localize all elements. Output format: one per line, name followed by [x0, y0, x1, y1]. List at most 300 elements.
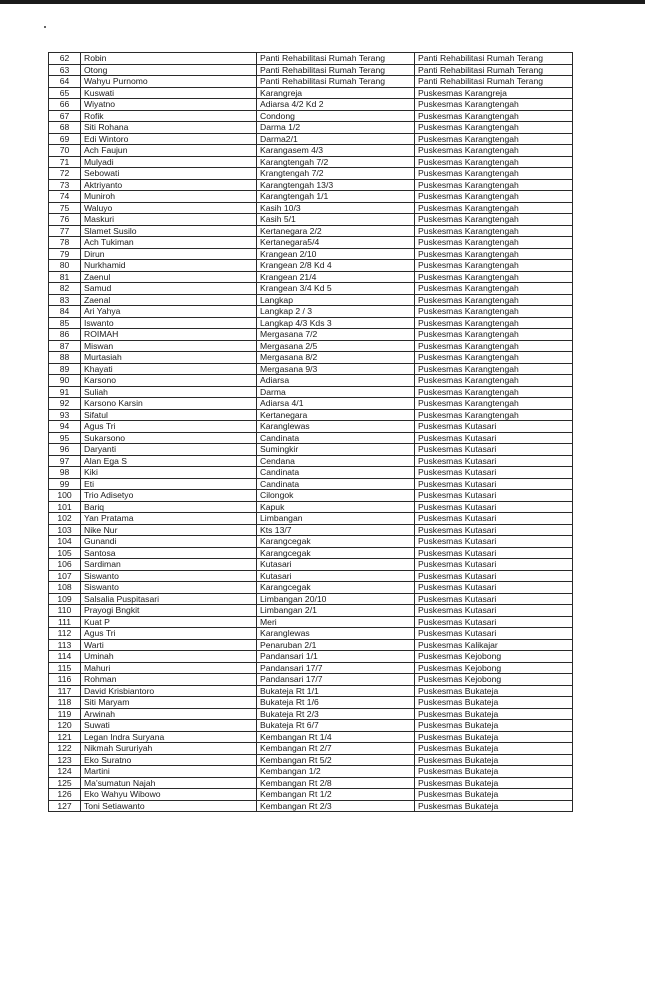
row-address: Karangcegak: [257, 582, 415, 594]
table-row: [49, 616, 573, 628]
table-row: [49, 777, 573, 789]
row-address: Adiarsa 4/1: [257, 398, 415, 410]
row-facility: Panti Rehabilitasi Rumah Terang: [415, 76, 573, 88]
table-row: [49, 202, 573, 214]
row-address: Limbangan 2/1: [257, 605, 415, 617]
row-name: Alan Ega S: [81, 455, 257, 467]
row-facility: Puskesmas Karangtengah: [415, 340, 573, 352]
table-row: [49, 789, 573, 801]
row-number: 111: [49, 616, 81, 628]
row-name: Ach Faujun: [81, 145, 257, 157]
table-row: [49, 283, 573, 295]
row-name: Warti: [81, 639, 257, 651]
row-facility: Puskesmas Kutasari: [415, 536, 573, 548]
table-row: [49, 662, 573, 674]
row-number: 66: [49, 99, 81, 111]
row-address: Karangcegak: [257, 547, 415, 559]
row-facility: Panti Rehabilitasi Rumah Terang: [415, 53, 573, 65]
table-row: [49, 501, 573, 513]
row-name: Sifatul: [81, 409, 257, 421]
row-name: Salsalia Puspitasari: [81, 593, 257, 605]
row-address: Mergasana 9/3: [257, 363, 415, 375]
row-number: 104: [49, 536, 81, 548]
row-address: Kembangan 1/2: [257, 766, 415, 778]
row-address: Karanglewas: [257, 421, 415, 433]
row-name: Eti: [81, 478, 257, 490]
row-facility: Puskesmas Kejobong: [415, 662, 573, 674]
row-facility: Puskesmas Karangtengah: [415, 122, 573, 134]
table-row: [49, 547, 573, 559]
row-name: Sardiman: [81, 559, 257, 571]
row-number: 87: [49, 340, 81, 352]
row-number: 84: [49, 306, 81, 318]
table-row: [49, 352, 573, 364]
row-address: Bukateja Rt 2/3: [257, 708, 415, 720]
row-facility: Puskesmas Karangtengah: [415, 145, 573, 157]
table-row: [49, 225, 573, 237]
row-name: Aktriyanto: [81, 179, 257, 191]
row-facility: Puskesmas Karangtengah: [415, 306, 573, 318]
row-name: Wahyu Purnomo: [81, 76, 257, 88]
row-address: Pandansari 17/7: [257, 662, 415, 674]
row-address: Candinata: [257, 467, 415, 479]
row-facility: Puskesmas Karangtengah: [415, 133, 573, 145]
row-address: Kasih 5/1: [257, 214, 415, 226]
row-facility: Puskesmas Karangtengah: [415, 386, 573, 398]
row-facility: Puskesmas Bukateja: [415, 685, 573, 697]
row-address: Candinata: [257, 432, 415, 444]
scan-top-edge: [0, 0, 645, 4]
table-row: [49, 329, 573, 341]
table-row: [49, 271, 573, 283]
row-number: 122: [49, 743, 81, 755]
row-name: Kuswati: [81, 87, 257, 99]
row-facility: Puskesmas Kejobong: [415, 651, 573, 663]
row-name: Legan Indra Suryana: [81, 731, 257, 743]
row-number: 108: [49, 582, 81, 594]
row-name: Otong: [81, 64, 257, 76]
row-name: Karsono: [81, 375, 257, 387]
row-address: Panti Rehabilitasi Rumah Terang: [257, 53, 415, 65]
row-address: Condong: [257, 110, 415, 122]
row-facility: Puskesmas Bukateja: [415, 800, 573, 812]
row-number: 121: [49, 731, 81, 743]
row-address: Karangtengah 1/1: [257, 191, 415, 203]
row-number: 123: [49, 754, 81, 766]
row-facility: Puskesmas Karangtengah: [415, 99, 573, 111]
row-address: Langkap 2 / 3: [257, 306, 415, 318]
row-address: Krangean 3/4 Kd 5: [257, 283, 415, 295]
row-facility: Puskesmas Kutasari: [415, 478, 573, 490]
row-number: 96: [49, 444, 81, 456]
row-name: Sebowati: [81, 168, 257, 180]
row-number: 82: [49, 283, 81, 295]
table-row: [49, 179, 573, 191]
row-number: 62: [49, 53, 81, 65]
row-address: Penaruban 2/1: [257, 639, 415, 651]
row-number: 100: [49, 490, 81, 502]
row-number: 98: [49, 467, 81, 479]
row-name: Agus Tri: [81, 421, 257, 433]
row-number: 63: [49, 64, 81, 76]
row-address: Langkap: [257, 294, 415, 306]
row-address: Cendana: [257, 455, 415, 467]
row-address: Kertanegara 2/2: [257, 225, 415, 237]
row-facility: Puskesmas Bukateja: [415, 720, 573, 732]
row-facility: Puskesmas Karangtengah: [415, 375, 573, 387]
row-name: Agus Tri: [81, 628, 257, 640]
row-number: 110: [49, 605, 81, 617]
row-address: Kembangan Rt 2/3: [257, 800, 415, 812]
table-row: [49, 421, 573, 433]
row-address: Cilongok: [257, 490, 415, 502]
row-address: Karangcegak: [257, 536, 415, 548]
row-facility: Puskesmas Kutasari: [415, 547, 573, 559]
row-name: Siti Maryam: [81, 697, 257, 709]
row-name: Zaenal: [81, 294, 257, 306]
row-name: Sukarsono: [81, 432, 257, 444]
row-number: 67: [49, 110, 81, 122]
row-facility: Puskesmas Kutasari: [415, 421, 573, 433]
row-address: Krangtengah 7/2: [257, 168, 415, 180]
row-facility: Puskesmas Bukateja: [415, 731, 573, 743]
row-address: Limbangan 20/10: [257, 593, 415, 605]
row-name: Eko Suratno: [81, 754, 257, 766]
row-number: 124: [49, 766, 81, 778]
row-address: Langkap 4/3 Kds 3: [257, 317, 415, 329]
row-name: Robin: [81, 53, 257, 65]
row-facility: Puskesmas Kutasari: [415, 490, 573, 502]
row-number: 89: [49, 363, 81, 375]
table-row: [49, 76, 573, 88]
row-address: Panti Rehabilitasi Rumah Terang: [257, 76, 415, 88]
table-row: [49, 536, 573, 548]
row-facility: Puskesmas Karangtengah: [415, 260, 573, 272]
row-name: Santosa: [81, 547, 257, 559]
row-facility: Puskesmas Kutasari: [415, 616, 573, 628]
row-number: 125: [49, 777, 81, 789]
row-number: 65: [49, 87, 81, 99]
table-body: [49, 53, 573, 812]
table-row: [49, 743, 573, 755]
patient-list-table: [48, 52, 573, 812]
table-row: [49, 593, 573, 605]
row-facility: Puskesmas Kutasari: [415, 524, 573, 536]
row-facility: Puskesmas Karangtengah: [415, 168, 573, 180]
row-address: Karangreja: [257, 87, 415, 99]
row-facility: Puskesmas Karangtengah: [415, 237, 573, 249]
row-facility: Puskesmas Karangtengah: [415, 283, 573, 295]
row-name: Khayati: [81, 363, 257, 375]
row-facility: Puskesmas Kutasari: [415, 570, 573, 582]
row-number: 75: [49, 202, 81, 214]
row-number: 105: [49, 547, 81, 559]
row-name: Maskuri: [81, 214, 257, 226]
row-facility: Puskesmas Karangtengah: [415, 329, 573, 341]
row-address: Karangasem 4/3: [257, 145, 415, 157]
row-facility: Puskesmas Bukateja: [415, 697, 573, 709]
table-row: [49, 260, 573, 272]
row-address: Mergasana 2/5: [257, 340, 415, 352]
row-facility: Puskesmas Kalikajar: [415, 639, 573, 651]
row-address: Kutasari: [257, 559, 415, 571]
row-number: 86: [49, 329, 81, 341]
row-facility: Puskesmas Karangtengah: [415, 248, 573, 260]
row-name: Mahuri: [81, 662, 257, 674]
row-address: Sumingkir: [257, 444, 415, 456]
row-address: Kasih 10/3: [257, 202, 415, 214]
row-facility: Puskesmas Bukateja: [415, 766, 573, 778]
row-name: Rofik: [81, 110, 257, 122]
row-name: Muniroh: [81, 191, 257, 203]
row-name: David Krisbiantoro: [81, 685, 257, 697]
row-name: Ari Yahya: [81, 306, 257, 318]
row-name: Nike Nur: [81, 524, 257, 536]
row-address: Panti Rehabilitasi Rumah Terang: [257, 64, 415, 76]
row-name: Iswanto: [81, 317, 257, 329]
row-number: 107: [49, 570, 81, 582]
row-name: Miswan: [81, 340, 257, 352]
row-name: Prayogi Bngkit: [81, 605, 257, 617]
row-number: 77: [49, 225, 81, 237]
row-facility: Puskesmas Karangtengah: [415, 398, 573, 410]
row-address: Darma: [257, 386, 415, 398]
row-facility: Puskesmas Karangtengah: [415, 179, 573, 191]
row-number: 93: [49, 409, 81, 421]
row-facility: Puskesmas Kutasari: [415, 501, 573, 513]
row-number: 78: [49, 237, 81, 249]
row-facility: Puskesmas Karangtengah: [415, 202, 573, 214]
row-name: Yan Pratama: [81, 513, 257, 525]
row-address: Kembangan Rt 1/4: [257, 731, 415, 743]
row-name: Eko Wahyu Wibowo: [81, 789, 257, 801]
table-row: [49, 513, 573, 525]
table-row: [49, 248, 573, 260]
row-number: 71: [49, 156, 81, 168]
row-name: Ma'sumatun Najah: [81, 777, 257, 789]
table-row: [49, 651, 573, 663]
row-facility: Puskesmas Kutasari: [415, 605, 573, 617]
table-row: [49, 363, 573, 375]
row-number: 120: [49, 720, 81, 732]
table-row: [49, 524, 573, 536]
table-row: [49, 800, 573, 812]
row-address: Karanglewas: [257, 628, 415, 640]
row-number: 103: [49, 524, 81, 536]
row-number: 72: [49, 168, 81, 180]
row-number: 95: [49, 432, 81, 444]
row-address: Candinata: [257, 478, 415, 490]
row-name: Bariq: [81, 501, 257, 513]
row-address: Kembangan Rt 2/8: [257, 777, 415, 789]
table-row: [49, 122, 573, 134]
table-row: [49, 478, 573, 490]
row-number: 113: [49, 639, 81, 651]
row-number: 83: [49, 294, 81, 306]
row-address: Darma 1/2: [257, 122, 415, 134]
row-facility: Puskesmas Bukateja: [415, 743, 573, 755]
row-address: Pandansari 1/1: [257, 651, 415, 663]
row-facility: Puskesmas Karangtengah: [415, 156, 573, 168]
row-name: Wiyatno: [81, 99, 257, 111]
row-name: Waluyo: [81, 202, 257, 214]
row-name: Slamet Susilo: [81, 225, 257, 237]
row-address: Karangtengah 7/2: [257, 156, 415, 168]
row-name: Martini: [81, 766, 257, 778]
row-number: 90: [49, 375, 81, 387]
table-row: [49, 53, 573, 65]
row-address: Mergasana 7/2: [257, 329, 415, 341]
row-facility: Puskesmas Kutasari: [415, 582, 573, 594]
table-row: [49, 708, 573, 720]
row-facility: Puskesmas Karangtengah: [415, 110, 573, 122]
row-name: Uminah: [81, 651, 257, 663]
row-name: Murtasiah: [81, 352, 257, 364]
row-address: Kembangan Rt 5/2: [257, 754, 415, 766]
table-row: [49, 685, 573, 697]
table-row: [49, 570, 573, 582]
table-row: [49, 145, 573, 157]
table-row: [49, 398, 573, 410]
row-address: Darma2/1: [257, 133, 415, 145]
row-address: Bukateja Rt 1/1: [257, 685, 415, 697]
row-number: 91: [49, 386, 81, 398]
row-name: Trio Adisetyo: [81, 490, 257, 502]
row-name: Nurkhamid: [81, 260, 257, 272]
row-number: 88: [49, 352, 81, 364]
row-facility: Puskesmas Kutasari: [415, 513, 573, 525]
row-name: Kiki: [81, 467, 257, 479]
row-name: Samud: [81, 283, 257, 295]
row-facility: Puskesmas Karangtengah: [415, 294, 573, 306]
row-address: Karangtengah 13/3: [257, 179, 415, 191]
row-facility: Puskesmas Karangtengah: [415, 409, 573, 421]
row-number: 102: [49, 513, 81, 525]
row-address: Pandansari 17/7: [257, 674, 415, 686]
row-name: Daryanti: [81, 444, 257, 456]
table-row: [49, 386, 573, 398]
row-number: 97: [49, 455, 81, 467]
row-number: 106: [49, 559, 81, 571]
row-name: Siswanto: [81, 570, 257, 582]
row-facility: Puskesmas Karangtengah: [415, 363, 573, 375]
table-row: [49, 214, 573, 226]
row-number: 70: [49, 145, 81, 157]
table-row: [49, 317, 573, 329]
table-row: [49, 156, 573, 168]
row-name: Nikmah Sururiyah: [81, 743, 257, 755]
table-row: [49, 306, 573, 318]
scan-speck: [44, 26, 46, 28]
table-row: [49, 444, 573, 456]
row-name: Zaenul: [81, 271, 257, 283]
row-number: 109: [49, 593, 81, 605]
table-row: [49, 375, 573, 387]
row-number: 127: [49, 800, 81, 812]
row-name: Rohman: [81, 674, 257, 686]
row-number: 68: [49, 122, 81, 134]
table-row: [49, 639, 573, 651]
row-name: Arwinah: [81, 708, 257, 720]
row-number: 115: [49, 662, 81, 674]
row-facility: Puskesmas Bukateja: [415, 754, 573, 766]
row-name: Siti Rohana: [81, 122, 257, 134]
row-name: ROIMAH: [81, 329, 257, 341]
row-address: Krangean 2/8 Kd 4: [257, 260, 415, 272]
row-facility: Puskesmas Kutasari: [415, 444, 573, 456]
row-facility: Puskesmas Karangtengah: [415, 317, 573, 329]
row-facility: Puskesmas Kutasari: [415, 455, 573, 467]
row-name: Suliah: [81, 386, 257, 398]
row-address: Kapuk: [257, 501, 415, 513]
row-facility: Puskesmas Kutasari: [415, 432, 573, 444]
row-number: 73: [49, 179, 81, 191]
row-number: 94: [49, 421, 81, 433]
row-name: Gunandi: [81, 536, 257, 548]
row-number: 85: [49, 317, 81, 329]
table-row: [49, 490, 573, 502]
table-row: [49, 87, 573, 99]
table-row: [49, 237, 573, 249]
row-number: 119: [49, 708, 81, 720]
row-number: 74: [49, 191, 81, 203]
table-row: [49, 559, 573, 571]
row-facility: Puskesmas Kutasari: [415, 628, 573, 640]
row-number: 117: [49, 685, 81, 697]
row-facility: Puskesmas Karangreja: [415, 87, 573, 99]
table-row: [49, 697, 573, 709]
row-address: Limbangan: [257, 513, 415, 525]
row-number: 99: [49, 478, 81, 490]
row-address: Kertanegara5/4: [257, 237, 415, 249]
table-row: [49, 754, 573, 766]
row-facility: Puskesmas Bukateja: [415, 777, 573, 789]
row-number: 92: [49, 398, 81, 410]
row-name: Mulyadi: [81, 156, 257, 168]
row-facility: Puskesmas Karangtengah: [415, 352, 573, 364]
row-address: Kertanegara: [257, 409, 415, 421]
row-facility: Puskesmas Kutasari: [415, 593, 573, 605]
row-name: Toni Setiawanto: [81, 800, 257, 812]
row-address: Krangean 2/10: [257, 248, 415, 260]
table-row: [49, 64, 573, 76]
row-facility: Puskesmas Bukateja: [415, 789, 573, 801]
table-row: [49, 168, 573, 180]
row-address: Adiarsa 4/2 Kd 2: [257, 99, 415, 111]
row-number: 64: [49, 76, 81, 88]
table-row: [49, 294, 573, 306]
table-row: [49, 766, 573, 778]
row-number: 79: [49, 248, 81, 260]
table-row: [49, 432, 573, 444]
row-address: Adiarsa: [257, 375, 415, 387]
table-row: [49, 467, 573, 479]
row-number: 76: [49, 214, 81, 226]
table-row: [49, 409, 573, 421]
row-facility: Puskesmas Kejobong: [415, 674, 573, 686]
row-number: 114: [49, 651, 81, 663]
row-address: Kutasari: [257, 570, 415, 582]
row-name: Dirun: [81, 248, 257, 260]
table-row: [49, 133, 573, 145]
row-facility: Puskesmas Kutasari: [415, 559, 573, 571]
table-row: [49, 582, 573, 594]
row-number: 81: [49, 271, 81, 283]
row-name: Ach Tukiman: [81, 237, 257, 249]
row-number: 69: [49, 133, 81, 145]
row-address: Kembangan Rt 1/2: [257, 789, 415, 801]
row-number: 112: [49, 628, 81, 640]
